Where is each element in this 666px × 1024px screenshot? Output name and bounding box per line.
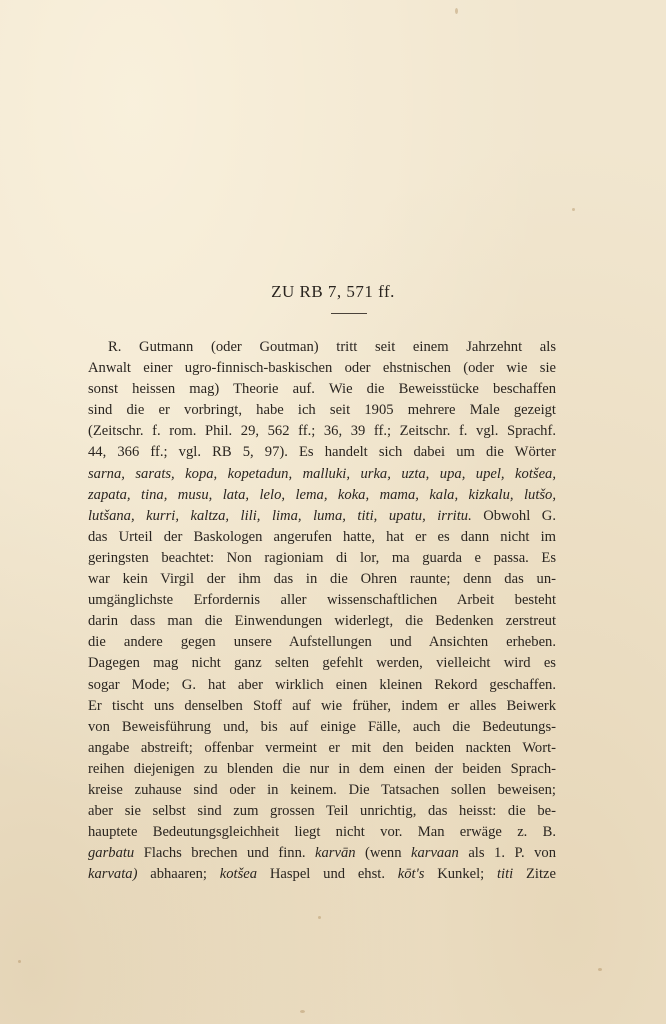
text-line xyxy=(88,864,556,885)
text-line xyxy=(88,548,556,569)
text-line xyxy=(88,822,556,843)
page-title: ZU RB 7, 571 ff. xyxy=(271,282,395,301)
text-line xyxy=(88,337,556,358)
text-line xyxy=(88,379,556,400)
text-run: angabe abstreift; offenbar vermeint er mit den beiden nackten Wort- xyxy=(88,739,556,756)
text-run: war kein Virgil der ihm das in die Ohren raunte; denn das un- xyxy=(88,571,556,588)
text-run: Er tischt uns denselben Stoff auf wie früher, indem er alles Beiwerk xyxy=(88,697,556,714)
text-line xyxy=(88,527,556,548)
text-line xyxy=(88,358,556,379)
text-run: umgänglichste Erfordernis aller wissenschaftlichen Arbeit besteht xyxy=(88,592,556,609)
title-rule xyxy=(331,313,367,314)
text-run: Kunkel; xyxy=(424,866,497,883)
text-line xyxy=(88,464,556,485)
text-run: hauptete Bedeutungsgleichheit liegt nicht vor. Man erwäge z. B. xyxy=(88,824,556,841)
text-run: als 1. P. von xyxy=(458,845,556,862)
italic-word-run: karvān xyxy=(315,845,356,862)
text-run: sind die er vorbringt, habe ich seit 1905 mehrere Male gezeigt xyxy=(88,402,556,419)
text-line xyxy=(88,506,556,527)
text-line xyxy=(88,696,556,717)
text-run: 44, 366 ff.; vgl. RB 5, 97). Es handelt sich dabei um die Wörter xyxy=(88,444,556,461)
text-line xyxy=(88,400,556,421)
text-line xyxy=(88,632,556,653)
text-run: von Beweisführung und, bis auf einige Fälle, auch die Bedeutungs- xyxy=(88,718,556,735)
text-run: R. Gutmann (oder Goutman) tritt seit einem Jahrzehnt als xyxy=(108,339,556,355)
text-run: (Zeitschr. f. rom. Phil. 29, 562 ff.; 36, 39 ff.; Zeitschr. f. vgl. Sprachf. xyxy=(88,423,556,440)
text-run: das Urteil der Baskologen angerufen hatte, hat er es dann nicht im xyxy=(88,528,556,545)
text-run: Dagegen mag nicht ganz selten gefehlt werden, vielleicht wird es xyxy=(88,655,556,672)
text-run: sonst heissen mag) Theorie auf. Wie die Beweisstücke beschaffen xyxy=(88,381,556,398)
paper-speck xyxy=(18,960,21,963)
text-run: sogar Mode; G. hat aber wirklich einen kleinen Rekord geschaffen. xyxy=(88,676,556,693)
text-line xyxy=(88,717,556,738)
text-line xyxy=(88,843,556,864)
italic-word-run: kōt's xyxy=(397,866,425,883)
italic-word-run: karvaan xyxy=(411,845,459,862)
text-run: geringsten beachtet: Non ragioniam di lor, ma guarda e passa. Es xyxy=(88,549,556,566)
text-line xyxy=(88,801,556,822)
italic-word-run: titi xyxy=(497,866,514,883)
text-line xyxy=(88,780,556,801)
text-run: Flachs brechen und finn. xyxy=(134,845,316,862)
italic-word-run: zapata, tina, musu, lata, lelo, lema, koka, mama, kala, kizkalu, lutšo, xyxy=(88,486,556,503)
text-run: Haspel und ehst. xyxy=(257,866,398,883)
text-run: abhaaren; xyxy=(137,866,220,883)
text-run: reihen diejenigen zu blenden die nur in dem einen der beiden Sprach- xyxy=(88,760,556,777)
text-run: Anwalt einer ugro-finnisch-baskischen oder ehstnischen (oder wie sie xyxy=(88,360,556,377)
text-run: kreise zuhause sind oder in keinem. Die Tatsachen sollen beweisen; xyxy=(88,781,556,798)
text-run: die andere gegen unsere Aufstellungen und Ansichten erheben. xyxy=(88,634,556,651)
paper-speck xyxy=(318,916,321,919)
paper-speck xyxy=(572,208,575,211)
text-line xyxy=(88,569,556,590)
text-run: (wenn xyxy=(355,845,411,862)
body-paragraph xyxy=(88,337,556,885)
text-run: Zitze xyxy=(513,866,556,883)
text-line xyxy=(88,485,556,506)
paper-speck xyxy=(455,8,458,14)
italic-word-run: garbatu xyxy=(88,845,135,862)
paper-speck xyxy=(598,968,602,971)
text-line xyxy=(88,611,556,632)
italic-word-run: sarna, sarats, kopa, kopetadun, malluki, urka, uzta, upa, upel, kotšea, xyxy=(88,465,556,482)
text-line xyxy=(88,653,556,674)
text-line xyxy=(88,675,556,696)
text-line xyxy=(88,421,556,442)
text-line xyxy=(88,590,556,611)
text-line xyxy=(88,442,556,463)
text-run: darin dass man die Einwendungen widerlegt, die Bedenken zerstreut xyxy=(88,613,556,630)
text-line xyxy=(88,738,556,759)
text-line xyxy=(88,759,556,780)
paper-speck xyxy=(300,1010,305,1013)
text-run: Obwohl G. xyxy=(471,507,556,524)
italic-word-run: kotšea xyxy=(219,866,258,883)
italic-word-run: karvata) xyxy=(88,866,138,883)
italic-word-run: lutšana, kurri, kaltza, lili, lima, luma, titi, upatu, irritu. xyxy=(88,507,472,524)
text-run: aber sie selbst sind zum grossen Teil unrichtig, das heisst: die be- xyxy=(88,803,556,820)
